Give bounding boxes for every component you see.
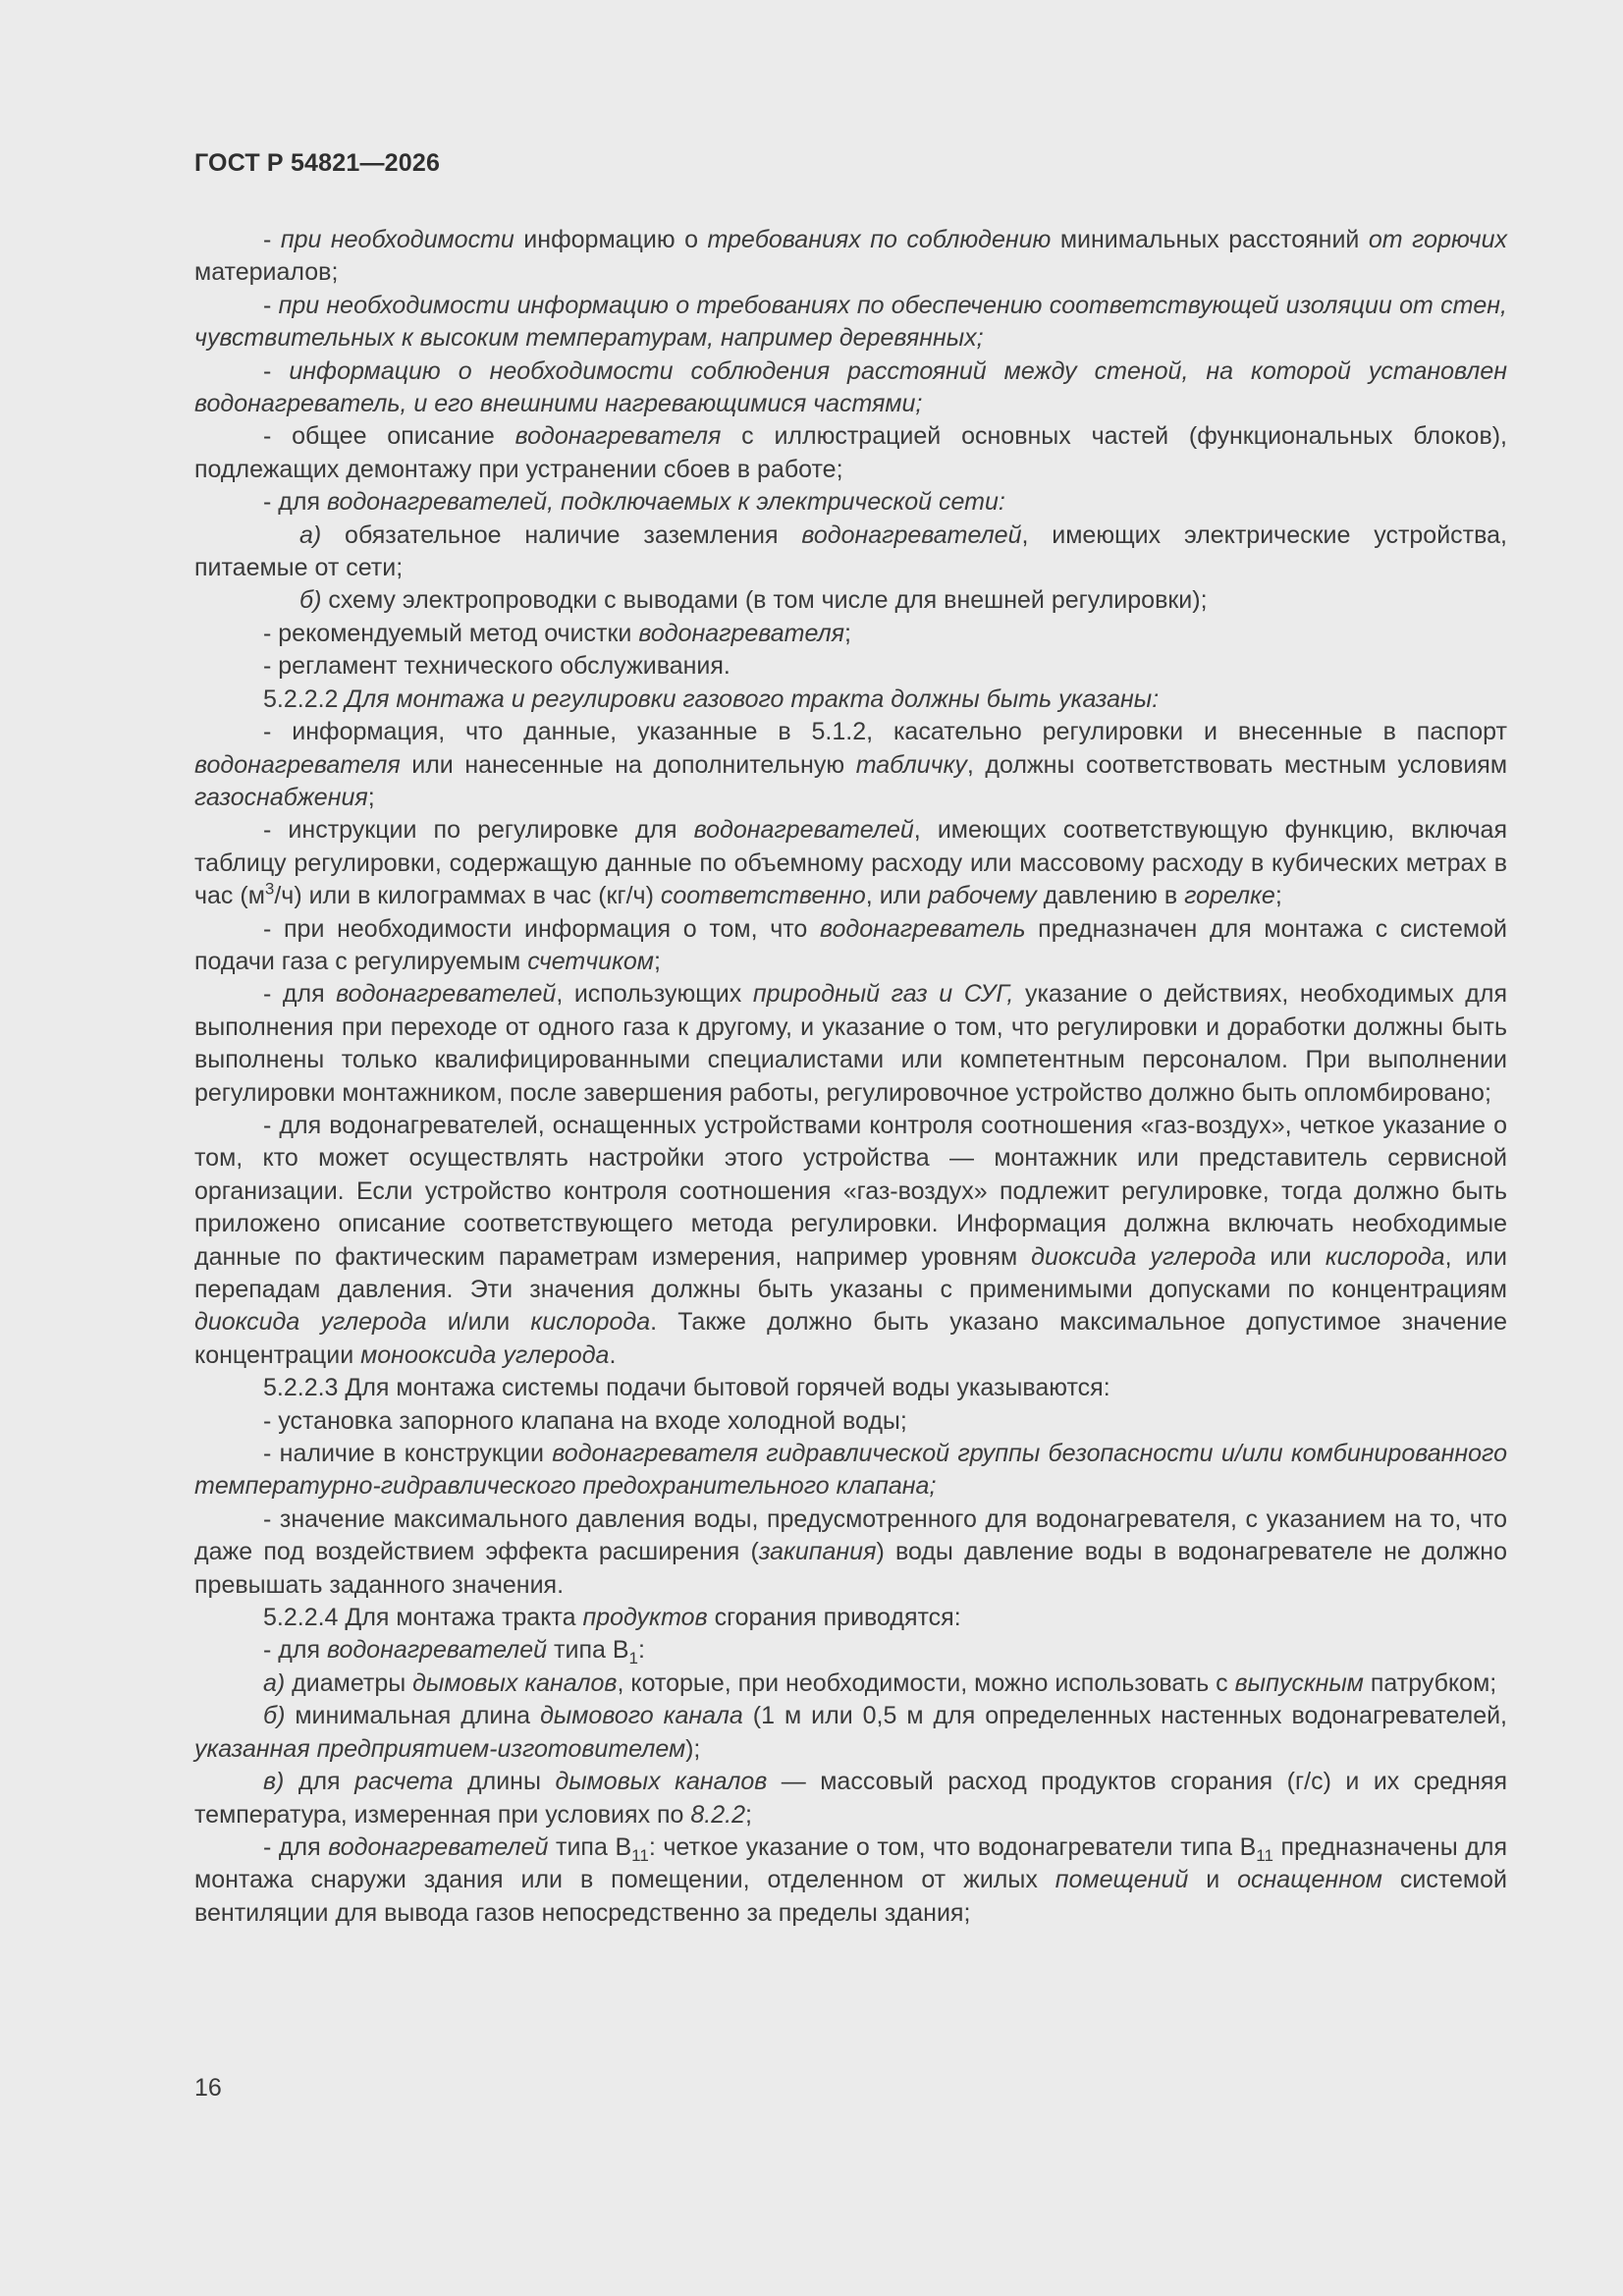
text-run: водонагревателей bbox=[801, 520, 1022, 549]
body-paragraph bbox=[194, 1110, 1507, 1372]
text-run: типа В bbox=[548, 1832, 632, 1861]
text-run: продуктов bbox=[582, 1604, 708, 1632]
text-run: 11 bbox=[631, 1845, 649, 1865]
text-run: выпускным bbox=[1234, 1668, 1364, 1697]
text-run: закипания bbox=[758, 1538, 877, 1566]
body-paragraph bbox=[194, 913, 1507, 979]
body-paragraph bbox=[194, 519, 1507, 585]
text-run: - информация, что данные, указанные в 5.1.2, касательно регулировки и внесенные в паспорт bbox=[263, 718, 1507, 746]
text-run: давлению в bbox=[1036, 882, 1185, 910]
text-run: - инструкции по регулировке для bbox=[263, 816, 694, 845]
text-run: в) bbox=[263, 1768, 285, 1796]
text-run: а) bbox=[299, 520, 322, 549]
body-paragraph bbox=[194, 978, 1507, 1110]
text-run: - регламент технического обслуживания. bbox=[263, 652, 730, 681]
text-run: ; bbox=[745, 1800, 752, 1829]
body-paragraph bbox=[194, 1438, 1507, 1503]
text-run: минимальных расстояний bbox=[1051, 226, 1369, 253]
text-run: типа В bbox=[547, 1636, 629, 1665]
text-run: - для bbox=[263, 488, 327, 517]
text-run: - bbox=[263, 356, 290, 385]
text-run: расчета bbox=[354, 1768, 454, 1796]
text-run: кислорода bbox=[530, 1308, 651, 1337]
text-run: и/или bbox=[426, 1308, 531, 1337]
text-run: водонагревателя bbox=[638, 619, 845, 647]
body-paragraph bbox=[194, 355, 1507, 421]
text-run: с иллюстрацией основных частей (функциональных блоков), подлежащих демонтажу при устранении сбоев в работе; bbox=[194, 422, 1507, 483]
text-run: водонагревателя bbox=[514, 422, 722, 451]
text-run: 1 bbox=[628, 1649, 638, 1668]
text-run: водонагреватель bbox=[820, 914, 1026, 943]
body-paragraph bbox=[194, 683, 1507, 716]
text-run: 11 bbox=[1256, 1845, 1273, 1865]
text-run: указанная предприятием-изготовителем bbox=[194, 1734, 686, 1763]
text-run: , использующих bbox=[556, 980, 753, 1009]
text-run: информацию о bbox=[514, 226, 708, 253]
text-run: предназначен для монтажа с системой подачи газа с регулируемым bbox=[194, 914, 1507, 975]
document-body bbox=[194, 224, 1507, 1930]
body-paragraph bbox=[194, 1602, 1507, 1634]
body-paragraph bbox=[194, 224, 1507, 290]
text-run: , или перепадам давления. Эти значения должны быть указаны с применимыми допусками по концентрациям bbox=[194, 1242, 1507, 1303]
text-run: указание о действиях, необходимых для выполнения при переходе от одного газа к другому, и указание о том, что регулировки и доработки должны быть выполнены только квалифицированными специалистами или компетентным персоналом. При выполнении регулировки монтажником, после завершения работы, регулировочное устройство должно быть опломбировано; bbox=[194, 980, 1507, 1107]
text-run: Для монтажа и регулировки газового тракта должны быть указаны: bbox=[345, 684, 1160, 713]
text-run: требованиях по соблюдению bbox=[707, 226, 1052, 253]
text-run: - общее описание bbox=[263, 422, 515, 451]
document-header: ГОСТ Р 54821—2026 bbox=[194, 149, 441, 177]
text-run: монооксида углерода bbox=[360, 1340, 610, 1369]
text-run: табличку bbox=[855, 750, 967, 779]
text-run: предназначены для монтажа снаружи здания или в помещении, отделенном от жилых bbox=[194, 1832, 1507, 1894]
text-run: сгорания приводятся: bbox=[707, 1604, 961, 1632]
text-run: материалов; bbox=[194, 258, 339, 287]
body-paragraph bbox=[194, 716, 1507, 814]
text-run: , имеющих соответствующую функцию, включая таблицу регулировки, содержащую данные по объемному расходу или массовому расходу в кубических метрах в час (м bbox=[194, 816, 1507, 910]
text-run: схему электропроводки с выводами (в том числе для внешней регулировки); bbox=[321, 586, 1208, 615]
text-run: диоксида углерода bbox=[1031, 1242, 1257, 1271]
text-run: 8.2.2 bbox=[690, 1800, 746, 1829]
text-run: минимальная длина bbox=[285, 1702, 541, 1730]
text-run: водонагревателей, подключаемых к электрической сети: bbox=[326, 488, 1005, 517]
text-run: и bbox=[1188, 1866, 1238, 1894]
text-run: дымовых каналов bbox=[555, 1768, 768, 1796]
text-run: диаметры bbox=[285, 1668, 413, 1697]
text-run: - bbox=[263, 291, 279, 319]
text-run: водонагревателей bbox=[693, 816, 914, 845]
text-run: для bbox=[284, 1768, 355, 1796]
body-paragraph bbox=[194, 420, 1507, 486]
text-run: при необходимости bbox=[280, 226, 514, 253]
text-run: б) bbox=[299, 586, 322, 615]
body-paragraph bbox=[194, 1766, 1507, 1831]
text-run: длины bbox=[453, 1768, 556, 1796]
text-run: ; bbox=[1274, 882, 1282, 910]
text-run: водонагревателей bbox=[328, 1832, 549, 1861]
text-run: . bbox=[609, 1340, 617, 1369]
text-run: ; bbox=[844, 619, 851, 647]
body-paragraph bbox=[194, 618, 1507, 650]
text-run: природный газ и СУГ, bbox=[752, 980, 1014, 1009]
body-paragraph bbox=[194, 1503, 1507, 1602]
text-run: - рекомендуемый метод очистки bbox=[263, 619, 639, 647]
body-paragraph bbox=[194, 1634, 1507, 1667]
text-run: , имеющих электрические устройства, питаемые от сети; bbox=[194, 520, 1507, 582]
text-run: - при необходимости информация о том, что bbox=[263, 914, 821, 943]
text-run: водонагревателей bbox=[326, 1636, 548, 1665]
body-paragraph bbox=[194, 1405, 1507, 1438]
text-run: - для bbox=[263, 1636, 327, 1665]
body-paragraph bbox=[194, 584, 1507, 617]
body-paragraph bbox=[194, 290, 1507, 355]
page-number: 16 bbox=[194, 2074, 222, 2102]
text-run: - установка запорного клапана на входе холодной воды; bbox=[263, 1406, 907, 1435]
text-run: рабочему bbox=[928, 882, 1037, 910]
text-run: ); bbox=[685, 1734, 701, 1763]
text-run: при необходимости информацию о требованиях по обеспечению соответствующей изоляции от стен, чувствительных к высоким температурам, например деревянных; bbox=[194, 291, 1508, 353]
text-run: 5.2.2.2 bbox=[263, 684, 346, 713]
text-run: водонагревателей bbox=[336, 980, 557, 1009]
text-run: . Также должно быть указано максимальное допустимое значение концентрации bbox=[194, 1308, 1507, 1369]
text-run: , должны соответствовать местным условиям bbox=[966, 750, 1508, 779]
text-run: - для bbox=[263, 980, 337, 1009]
text-run: системой вентиляции для вывода газов непосредственно за пределы здания; bbox=[194, 1866, 1507, 1927]
text-run: ; bbox=[367, 783, 375, 811]
text-run: , или bbox=[865, 882, 929, 910]
text-run: - для bbox=[263, 1832, 329, 1861]
text-run: , которые, при необходимости, можно использовать с bbox=[617, 1668, 1235, 1697]
text-run: оснащенном bbox=[1237, 1866, 1382, 1894]
text-run: ; bbox=[653, 947, 661, 975]
text-run: диоксида углерода bbox=[194, 1308, 427, 1337]
text-run: или bbox=[1256, 1242, 1325, 1271]
text-run: - bbox=[263, 226, 281, 253]
text-run: кислорода bbox=[1325, 1242, 1445, 1271]
body-paragraph bbox=[194, 1700, 1507, 1766]
body-paragraph bbox=[194, 814, 1507, 912]
text-run: горелке bbox=[1184, 882, 1275, 910]
text-run: или нанесенные на дополнительную bbox=[400, 750, 856, 779]
text-run: газоснабжения bbox=[194, 783, 368, 811]
text-run: обязательное наличие заземления bbox=[321, 520, 802, 549]
text-run: соответственно bbox=[660, 882, 866, 910]
text-run: дымовых каналов bbox=[412, 1668, 618, 1697]
text-run: - для водонагревателей, оснащенных устройствами контроля соотношения «газ-воздух», четкое указание о том, кто может осуществлять настройки этого устройства — монтажник или представитель сервисной организации. Если устройство контроля соотношения «газ-воздух» подлежит регулировке, тогда должно быть приложено описание соответствующего метода регулировки. Информация должна включать необходимые данные по фактическим параметрам измерения, например уровням bbox=[194, 1111, 1507, 1271]
text-run: : bbox=[637, 1636, 645, 1665]
text-run: информацию о необходимости соблюдения расстояний между стеной, на которой установлен водонагреватель, и его внешними нагревающимися частями; bbox=[194, 356, 1507, 418]
text-run: 5.2.2.4 Для монтажа тракта bbox=[263, 1604, 583, 1632]
text-run: а) bbox=[263, 1668, 286, 1697]
text-run: - наличие в конструкции bbox=[263, 1440, 553, 1468]
text-run: - значение максимального давления воды, предусмотренного для водонагревателя, с указанием на то, что даже под воздействием эффекта расширения ( bbox=[194, 1504, 1507, 1566]
text-run: водонагревателя гидравлической группы безопасности и/или комбинированного температурно-гидравлического предохранительного клапана; bbox=[194, 1440, 1508, 1501]
text-run: счетчиком bbox=[527, 947, 654, 975]
body-paragraph bbox=[194, 486, 1507, 519]
text-run: (1 м или 0,5 м для определенных настенных водонагревателей, bbox=[742, 1702, 1508, 1730]
body-paragraph bbox=[194, 650, 1507, 683]
text-run: ) воды давление воды в водонагревателе не должно превышать заданного значения. bbox=[194, 1538, 1507, 1599]
text-run: от горючих bbox=[1368, 226, 1507, 253]
text-run: 3 bbox=[264, 879, 275, 899]
text-run: б) bbox=[263, 1702, 286, 1730]
text-run: водонагревателя bbox=[194, 750, 401, 779]
body-paragraph bbox=[194, 1831, 1507, 1930]
text-run: 5.2.2.3 Для монтажа системы подачи бытовой горячей воды указываются: bbox=[263, 1374, 1110, 1402]
text-run: дымового канала bbox=[540, 1702, 743, 1730]
text-run: /ч) или в килограммах в час (кг/ч) bbox=[274, 882, 661, 910]
text-run: : четкое указание о том, что водонагреватели типа В bbox=[648, 1832, 1257, 1861]
text-run: помещений bbox=[1055, 1866, 1189, 1894]
text-run: патрубком; bbox=[1363, 1668, 1497, 1697]
body-paragraph bbox=[194, 1667, 1507, 1700]
text-run: — массовый расход продуктов сгорания (г/с) и их средняя температура, измеренная при условиях по bbox=[194, 1768, 1508, 1829]
body-paragraph bbox=[194, 1372, 1507, 1404]
